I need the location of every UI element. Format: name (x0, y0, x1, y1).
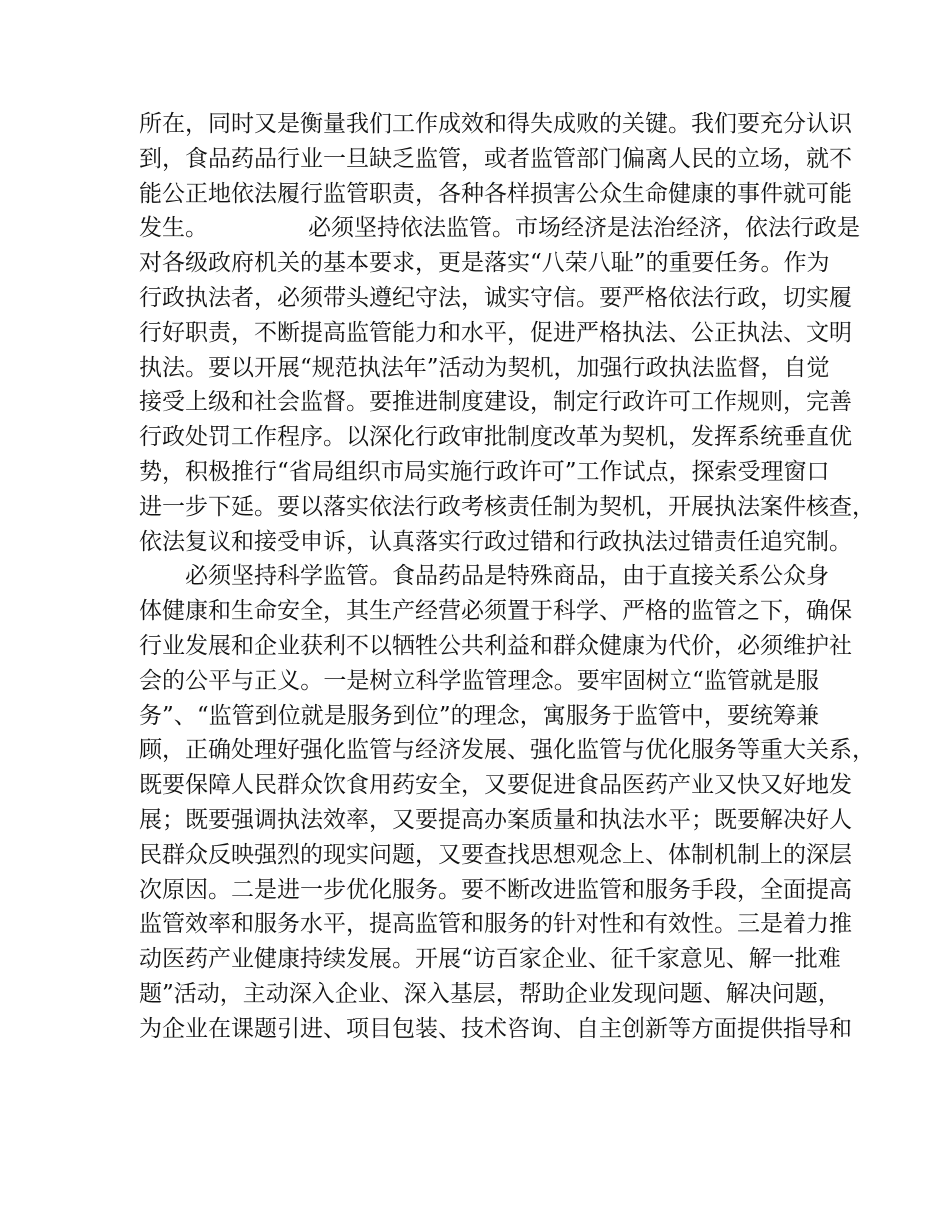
text-line: 动医药产业健康持续发展。开展“访百家企业、征千家意见、解一批难 (139, 946, 841, 973)
text-line: 所在，同时又是衡量我们工作成效和得失成败的关键。我们要充分认识 (139, 111, 852, 137)
text-line: 势，积极推行“省局组织市局实施行政许可”工作试点，探索受理窗口 (139, 458, 830, 485)
body-text (139, 107, 875, 1047)
text-line (139, 211, 860, 246)
text-line: 行政执法者，必须带头遵纪守法，诚实守信。要严格依法行政，切实履 (139, 284, 852, 311)
text-line: 依法复议和接受申诉，认真落实行政过错和行政执法过错责任追究制。 (139, 528, 852, 555)
text-fragment: 发生。 (139, 215, 208, 242)
text-line: 次原因。二是进一步优化服务。要不断改进监管和服务手段，全面提高 (139, 876, 852, 903)
text-line: 体健康和生命安全，其生产经营必须置于科学、严格的监管之下，确保 (139, 598, 852, 625)
text-line: 执法。要以开展“规范执法年”活动为契机，加强行政执法监督，自觉 (139, 354, 830, 381)
text-line: 进一步下延。要以落实依法行政考核责任制为契机，开展执法案件核查， (139, 493, 875, 520)
text-line: 务”、“监管到位就是服务到位”的理念，寓服务于监管中，要统筹兼 (139, 702, 819, 729)
text-line: 顾，正确处理好强化监管与经济发展、强化监管与优化服务等重大关系， (139, 737, 875, 764)
text-line: 展；既要强调执法效率，又要提高办案质量和执法水平；既要解决好人 (139, 806, 852, 833)
text-line: 行业发展和企业获利不以牺牲公共利益和群众健康为代价，必须维护社 (139, 632, 852, 659)
text-line: 能公正地依法履行监管职责，各种各样损害公众生命健康的事件就可能 (139, 180, 852, 207)
text-line: 题”活动，主动深入企业、深入基层，帮助企业发现问题、解决问题， (139, 980, 841, 1007)
text-line: 为企业在课题引进、项目包装、技术咨询、自主创新等方面提供指导和 (139, 1015, 852, 1042)
text-line: 接受上级和社会监督。要推进制度建设，制定行政许可工作规则，完善 (139, 389, 852, 416)
text-line: 民群众反映强烈的现实问题，又要查找思想观念上、体制机制上的深层 (139, 841, 852, 868)
text-line: 会的公平与正义。一是树立科学监管理念。要牢固树立“监管就是服 (139, 667, 819, 694)
text-line: 既要保障人民群众饮食用药安全，又要促进食品医药产业又快又好地发 (139, 772, 852, 799)
text-line: 行政处罚工作程序。以深化行政审批制度改革为契机，发挥系统垂直优 (139, 424, 852, 451)
text-fragment: 必须坚持依法监管。市场经济是法治经济，依法行政是 (308, 215, 860, 242)
text-line: 必须坚持科学监管。食品药品是特殊商品，由于直接关系公众身 (185, 563, 829, 590)
text-line: 到，食品药品行业一旦缺乏监管，或者监管部门偏离人民的立场，就不 (139, 145, 852, 172)
text-line: 对各级政府机关的基本要求，更是落实“八荣八耻”的重要任务。作为 (139, 250, 830, 277)
text-line: 监管效率和服务水平，提高监管和服务的针对性和有效性。三是着力推 (139, 911, 852, 938)
text-line: 行好职责，不断提高监管能力和水平，促进严格执法、公正执法、文明 (139, 319, 852, 346)
